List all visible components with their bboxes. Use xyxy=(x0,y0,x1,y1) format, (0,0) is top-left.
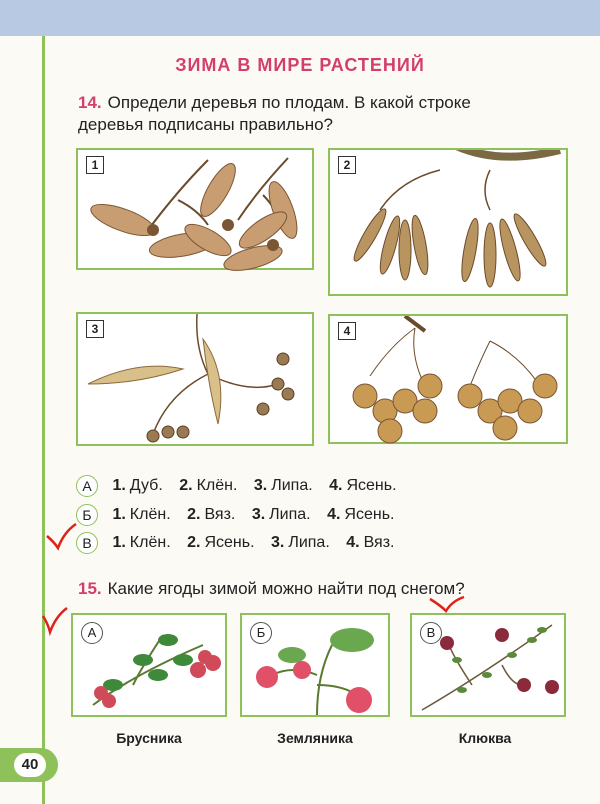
fruit-panel-1 xyxy=(76,148,314,270)
berry-name-b: Земляника xyxy=(277,730,353,746)
question-15 xyxy=(78,578,465,600)
top-band xyxy=(0,0,600,36)
page-number: 40 xyxy=(14,753,46,777)
answer-option-c[interactable] xyxy=(76,531,407,555)
margin-line xyxy=(42,36,45,804)
option-num: 2. xyxy=(187,534,201,551)
question-14 xyxy=(78,92,471,136)
berry-panel-b[interactable] xyxy=(240,613,390,717)
question-14-line1: Определи деревья по плодам. В какой строке xyxy=(107,93,471,112)
option-item: Ясень. xyxy=(204,534,255,551)
option-item: Ясень. xyxy=(346,477,397,494)
panel-3-number: 3 xyxy=(86,320,104,338)
panel-2-number: 2 xyxy=(338,156,356,174)
panel-4-number: 4 xyxy=(338,322,356,340)
option-num: 1. xyxy=(112,534,126,551)
option-num: 4. xyxy=(346,534,360,551)
option-num: 4. xyxy=(327,506,341,523)
option-item: Клён. xyxy=(129,534,171,551)
option-num: 1. xyxy=(112,506,126,523)
option-num: 2. xyxy=(179,477,193,494)
fruit-panel-3 xyxy=(76,312,314,446)
option-num: 4. xyxy=(329,477,343,494)
option-num: 3. xyxy=(270,534,285,551)
maple-seeds-illustration xyxy=(78,150,316,272)
berry-c-letter: В xyxy=(420,622,442,644)
option-b-letter: Б xyxy=(76,504,98,526)
checkmark-option-c xyxy=(44,522,78,552)
option-item: Вяз. xyxy=(204,506,236,523)
checkmark-q15 xyxy=(40,606,70,636)
berry-panel-c[interactable] xyxy=(410,613,566,717)
question-14-line2: деревья подписаны правильно? xyxy=(78,115,334,134)
option-item: Вяз. xyxy=(363,534,395,551)
option-item: Клён. xyxy=(129,506,171,523)
page-number-badge xyxy=(0,748,58,782)
question-15-text: Какие ягоды зимой можно найти под снегом? xyxy=(107,579,465,598)
berry-b-letter: Б xyxy=(250,622,272,644)
answer-option-a[interactable] xyxy=(76,474,409,498)
option-num: 2. xyxy=(187,506,201,523)
option-num: 1. xyxy=(112,477,126,494)
option-num: 3. xyxy=(251,506,266,523)
linden-seeds-illustration xyxy=(78,314,316,448)
option-item: Липа. xyxy=(288,534,330,551)
question-15-number: 15. xyxy=(78,579,102,598)
option-num: 3. xyxy=(253,477,268,494)
option-a-letter: А xyxy=(76,475,98,497)
option-item: Липа. xyxy=(271,477,313,494)
ash-seeds-illustration xyxy=(330,150,570,298)
berry-a-letter: А xyxy=(81,622,103,644)
option-item: Липа. xyxy=(269,506,311,523)
elm-seeds-illustration xyxy=(330,316,570,446)
option-c-letter: В xyxy=(76,532,98,554)
answer-option-b[interactable] xyxy=(76,503,407,527)
panel-1-number: 1 xyxy=(86,156,104,174)
berry-name-c: Клюква xyxy=(458,730,512,746)
berry-panel-a[interactable] xyxy=(71,613,227,717)
option-item: Клён. xyxy=(196,477,238,494)
option-item: Ясень. xyxy=(344,506,395,523)
berry-name-a: Брусника xyxy=(116,730,182,746)
fruit-panel-2 xyxy=(328,148,568,296)
fruit-panel-4 xyxy=(328,314,568,444)
option-item: Дуб. xyxy=(129,477,163,494)
question-14-number: 14. xyxy=(78,93,102,112)
page-title: ЗИМА В МИРЕ РАСТЕНИЙ xyxy=(175,55,425,75)
